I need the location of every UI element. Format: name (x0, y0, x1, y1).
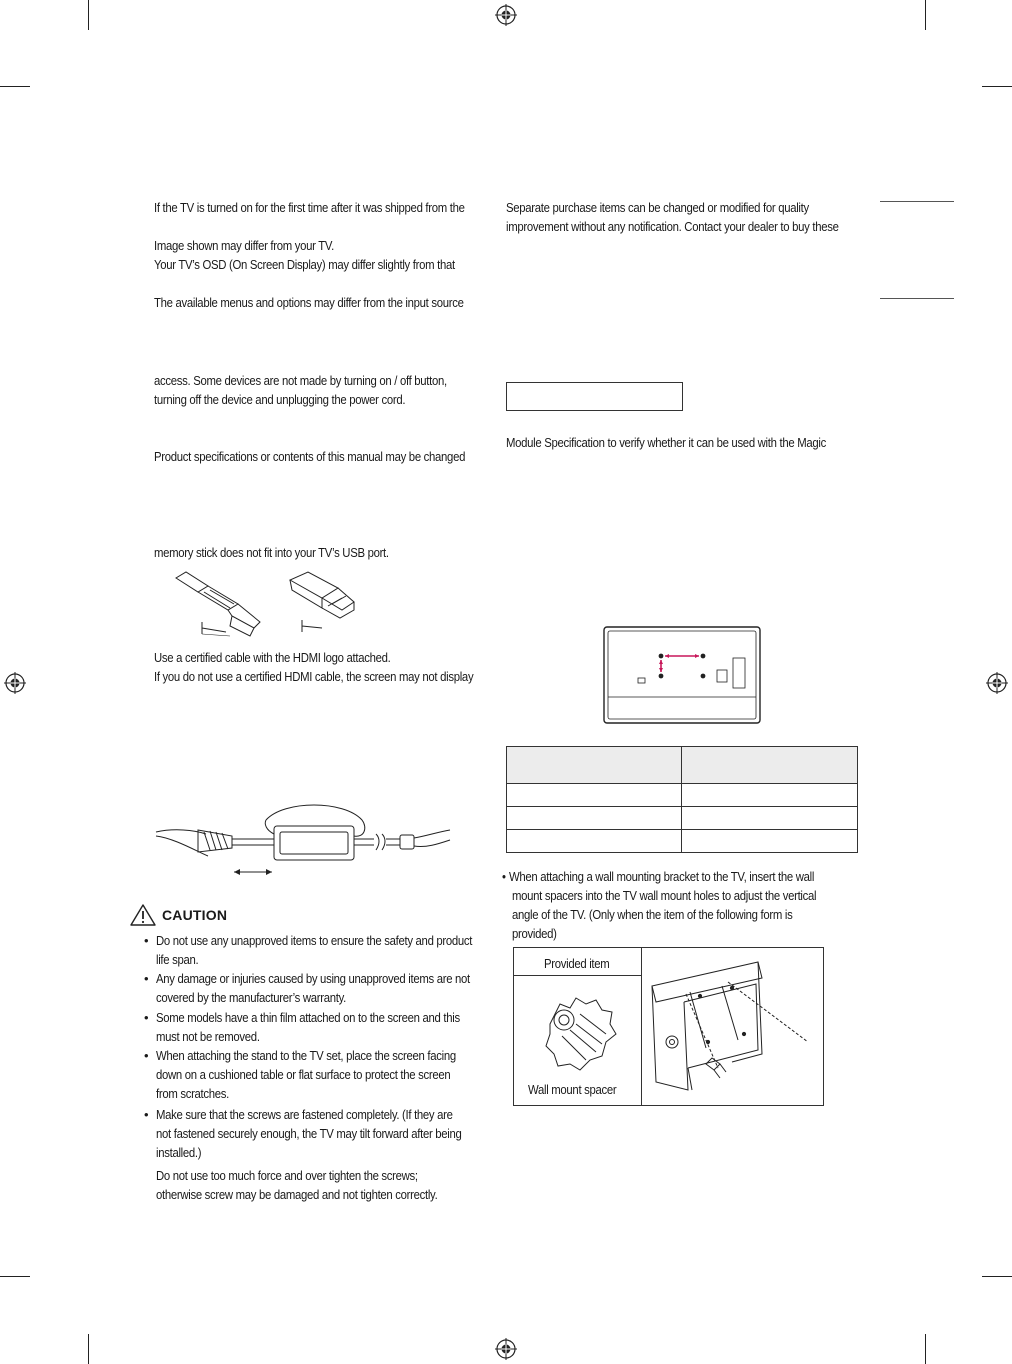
tv-back-wallmount-diagram (603, 626, 761, 724)
crop-mark (0, 86, 30, 87)
paragraph-osd-differ: Your TV’s OSD (On Screen Display) may differ slightly from that (154, 257, 455, 272)
warning-triangle-icon (130, 904, 156, 926)
bullet-line: life span. (156, 952, 199, 967)
crop-mark (925, 1334, 926, 1364)
crop-mark (88, 0, 89, 30)
bullet-line: Do not use any unapproved items to ensure the safety and product (156, 933, 473, 948)
caution-title: CAUTION (162, 907, 228, 923)
paragraph-menus-differ: The available menus and options may differ from the input source (154, 295, 464, 310)
paragraph-hdmi-display: If you do not use a certified HDMI cable, the screen may not display (154, 669, 474, 684)
registration-mark-icon (495, 1338, 517, 1360)
paragraph-separate-purchase: Separate purchase items can be changed or modified for quality (506, 200, 809, 215)
tv-spacer-install-illustration (648, 958, 818, 1098)
crop-mark (925, 0, 926, 30)
wall-note-line: When attaching a wall mounting bracket to the TV, insert the wall (509, 869, 815, 884)
bullet-line: from scratches. (156, 1086, 230, 1101)
bullet-marker: • (144, 1107, 149, 1122)
table-row (507, 807, 858, 830)
registration-mark-icon (4, 672, 26, 694)
paragraph-module-spec: Module Specification to verify whether it can be used with the Magic (506, 435, 826, 450)
caution-note-line: otherwise screw may be damaged and not tighten correctly. (156, 1187, 438, 1202)
paragraph-improvement: improvement without any notification. Contact your dealer to buy these (506, 219, 839, 234)
crop-mark (0, 1276, 30, 1277)
wall-note-line: angle of the TV. (Only when the item of the following form is (512, 907, 793, 922)
wall-note-line: mount spacers into the TV wall mount holes to adjust the vertical (512, 888, 817, 903)
bullet-line: not fastened securely enough, the TV may tilt forward after being (156, 1126, 462, 1141)
bullet-marker: • (144, 971, 149, 986)
paragraph-hdmi-certified: Use a certified cable with the HDMI logo attached. (154, 650, 391, 665)
crop-mark (88, 1334, 89, 1364)
provided-item-box (513, 947, 824, 1106)
bullet-line: down on a cushioned table or flat surface to protect the screen (156, 1067, 451, 1082)
provided-item-header-rule (514, 975, 641, 976)
registration-mark-icon (986, 672, 1008, 694)
paragraph-image-differ: Image shown may differ from your TV. (154, 238, 334, 253)
provided-item-header: Provided item (544, 956, 610, 971)
table-row (507, 830, 858, 853)
margin-rule (880, 201, 954, 202)
bullet-line: Make sure that the screws are fastened completely. (If they are (156, 1107, 453, 1122)
paragraph-power-cord: turning off the device and unplugging the power cord. (154, 392, 406, 407)
empty-label-box (506, 382, 683, 411)
ferrite-core-illustration (154, 808, 454, 882)
registration-mark-icon (495, 4, 517, 26)
wall-note-bullet: • (502, 869, 506, 884)
bullet-marker: • (144, 1010, 149, 1025)
bullet-line: When attaching the stand to the TV set, place the screen facing (156, 1048, 456, 1063)
crop-mark (982, 1276, 1012, 1277)
hdmi-usb-connector-illustration (172, 570, 362, 640)
margin-rule (880, 298, 954, 299)
paragraph-access: access. Some devices are not made by turning on / off button, (154, 373, 447, 388)
table-header-row (507, 747, 858, 784)
crop-mark (982, 86, 1012, 87)
table-row (507, 784, 858, 807)
bullet-marker: • (144, 1048, 149, 1063)
wall-mount-spec-table (506, 746, 858, 853)
paragraph-first-power-on: If the TV is turned on for the first time after it was shipped from the (154, 200, 465, 215)
bullet-line: Any damage or injuries caused by using unapproved items are not (156, 971, 470, 986)
bullet-line: installed.) (156, 1145, 202, 1160)
bullet-line: must not be removed. (156, 1029, 260, 1044)
bullet-marker: • (144, 933, 149, 948)
provided-item-divider (641, 948, 642, 1105)
bullet-line: covered by the manufacturer’s warranty. (156, 990, 346, 1005)
caution-note-line: Do not use too much force and over tighten the screws; (156, 1168, 418, 1183)
paragraph-specs-changed: Product specifications or contents of this manual may be changed (154, 449, 466, 464)
wall-mount-spacer-label: Wall mount spacer (528, 1082, 617, 1097)
wall-note-line: provided) (512, 926, 557, 941)
paragraph-usb-fit: memory stick does not fit into your TV’s USB port. (154, 545, 389, 560)
bullet-line: Some models have a thin film attached on to the screen and this (156, 1010, 460, 1025)
wall-mount-spacer-icon (540, 994, 620, 1074)
